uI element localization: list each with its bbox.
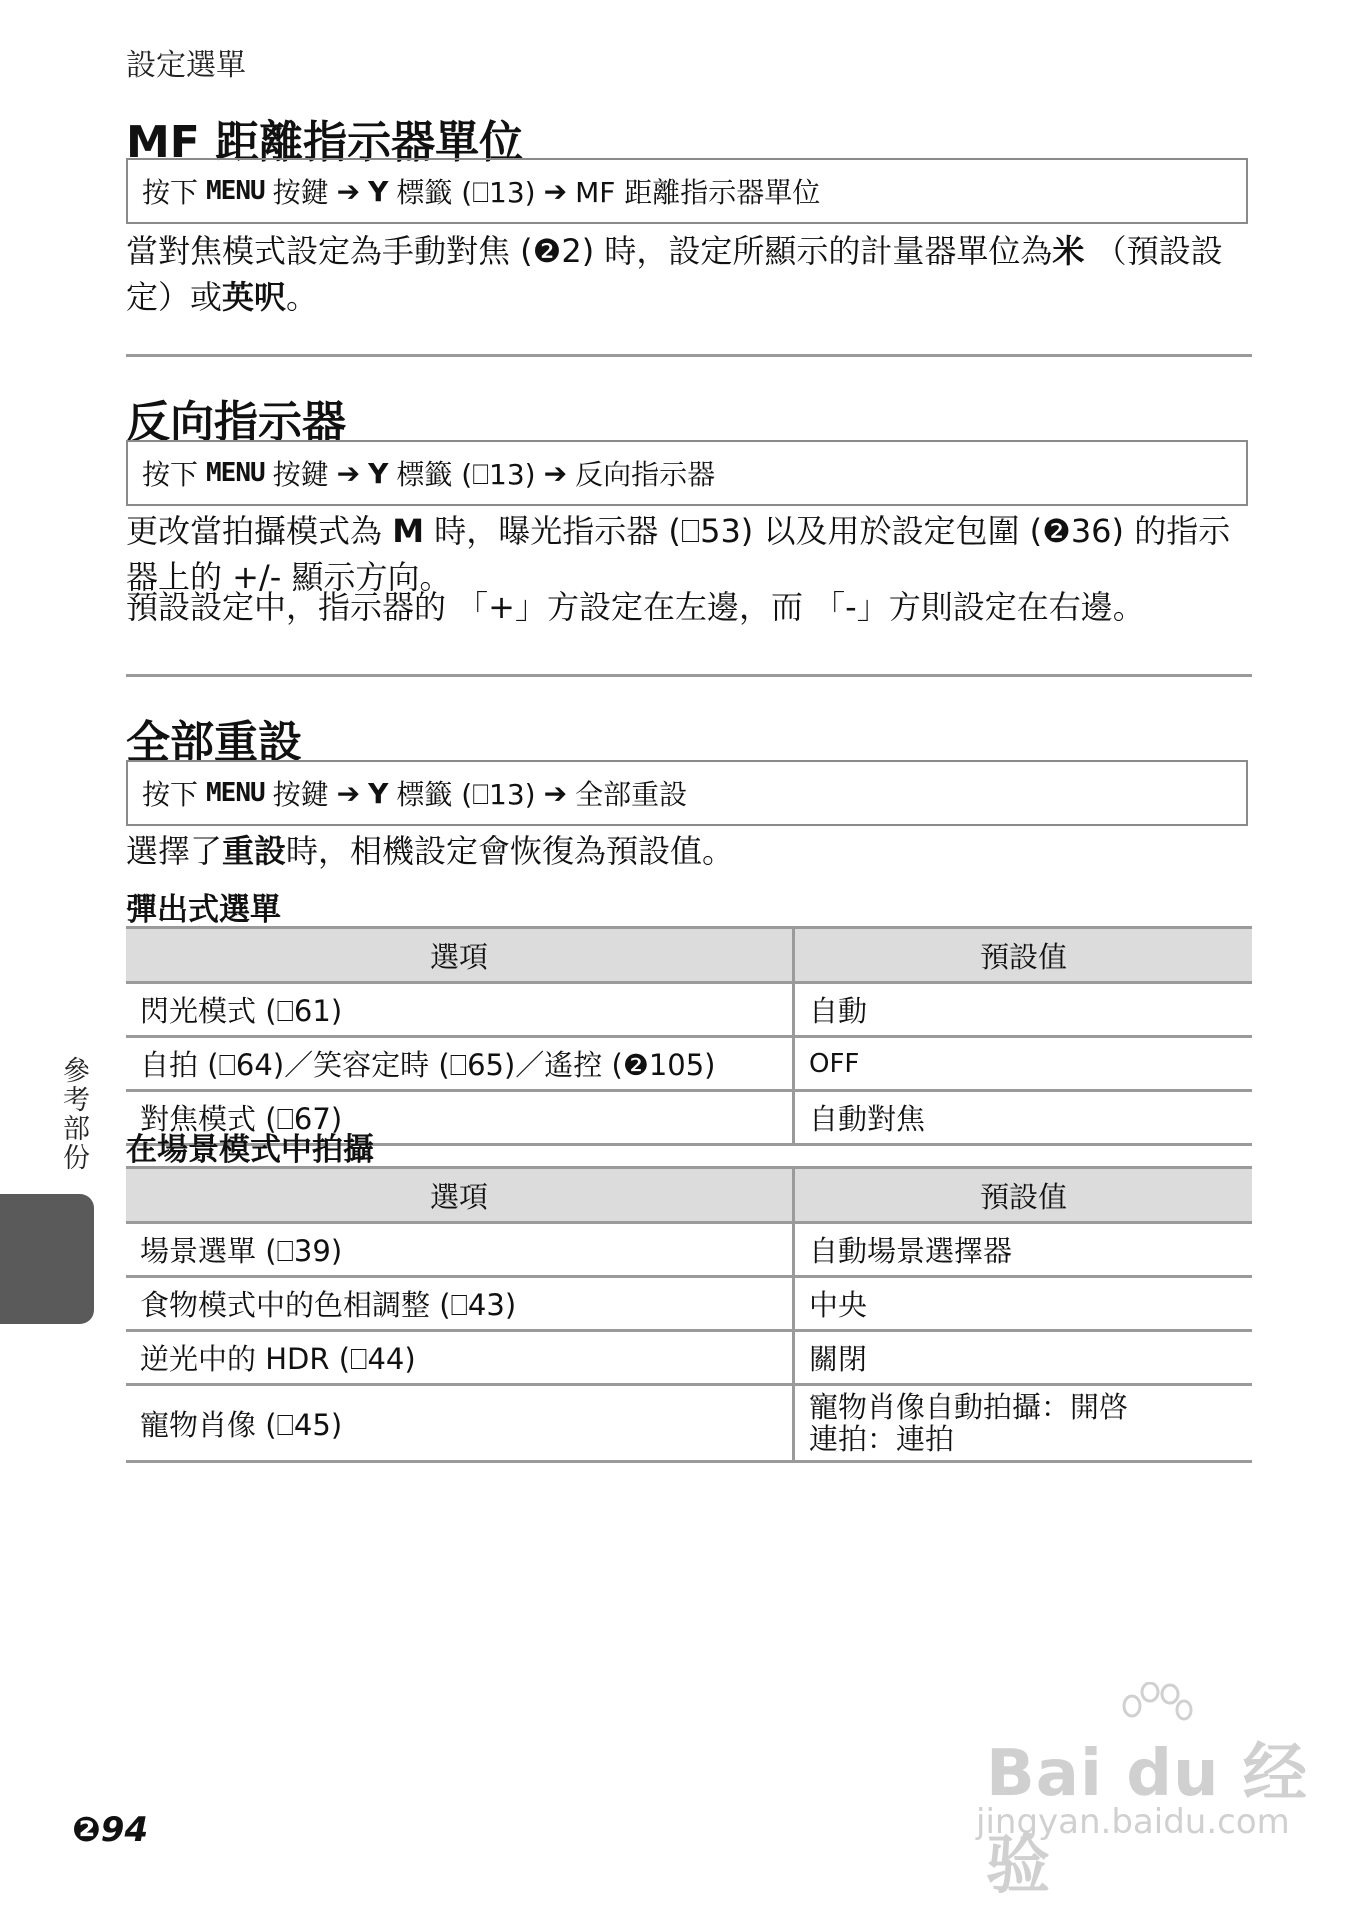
binoculars-reference-icon: ❷ (72, 1810, 101, 1850)
binoculars-reference-icon: ❷ (532, 232, 562, 270)
nav-prefix: 按下 (142, 778, 199, 811)
scene-mode-table (126, 1166, 1252, 1463)
paragraph-reverse-indicator: 更改當拍攝模式為 M 時，曝光指示器 (⎕53) 以及用於設定包圍 (❷36) 的指示器上的 +/- 顯示方向。 (126, 512, 1231, 596)
nav-ref-number: 13) (489, 176, 536, 209)
arrow-right-icon: ➔ (543, 776, 568, 810)
table-row (126, 983, 1252, 1037)
section-divider (126, 354, 1252, 357)
setup-wrench-icon: Y (368, 174, 389, 208)
paragraph-mf-distance: 當對焦模式設定為手動對焦 (❷2) 時，設定所顯示的計量器單位為米 （預設設定）或英呎。 (126, 232, 1223, 316)
book-reference-icon: ⎕ (472, 176, 490, 209)
nav-tab-text: 標籤 ( (396, 176, 473, 209)
binoculars-reference-icon: ❷ (1042, 512, 1071, 550)
menu-key-label: MENU (206, 176, 265, 206)
table-row (126, 1223, 1252, 1277)
nav-target: MF 距離指示器單位 (575, 176, 821, 209)
table-row (126, 1331, 1252, 1385)
default-cell: 中央 (794, 1277, 1253, 1331)
section-title-reset-all: 全部重設 (126, 717, 302, 768)
nav-key-word: 按鍵 (272, 778, 329, 811)
menu-key-label: MENU (206, 458, 265, 488)
default-line: 寵物肖像自動拍攝：開啓 (809, 1390, 1129, 1424)
default-line: 連拍：連拍 (809, 1422, 955, 1456)
arrow-right-icon: ➔ (543, 174, 568, 208)
section-title-mf-distance: MF 距離指示器單位 (126, 117, 524, 168)
nav-target: 反向指示器 (575, 458, 716, 491)
section-divider (126, 674, 1252, 677)
arrow-right-icon: ➔ (336, 776, 361, 810)
nav-ref-number: 13) (489, 458, 536, 491)
arrow-right-icon: ➔ (336, 456, 361, 490)
nav-path-reverse-indicator (126, 440, 1248, 506)
subheading-scene-mode: 在場景模式中拍攝 (126, 1132, 374, 1168)
nav-tab-text: 標籤 ( (396, 458, 473, 491)
side-section-label: 參考部份 (58, 1056, 89, 1172)
table-header-row (126, 1168, 1252, 1223)
default-cell: 自動場景選擇器 (794, 1223, 1253, 1277)
table-row (126, 1277, 1252, 1331)
menu-key-label: MENU (206, 778, 265, 808)
default-cell (794, 1385, 1253, 1462)
table-row (126, 1385, 1252, 1462)
side-thumb-tab (0, 1194, 94, 1324)
nav-tab-text: 標籤 ( (396, 778, 473, 811)
nav-path-mf-distance (126, 158, 1248, 224)
nav-key-word: 按鍵 (272, 176, 329, 209)
option-cell: 場景選單 (⎕39) (126, 1223, 794, 1277)
option-cell: 寵物肖像 (⎕45) (126, 1385, 794, 1462)
popup-menu-table (126, 926, 1252, 1146)
table-row (126, 1037, 1252, 1091)
book-reference-icon: ⎕ (472, 458, 490, 491)
default-cell: 自動 (794, 983, 1253, 1037)
nav-prefix: 按下 (142, 458, 199, 491)
nav-target: 全部重設 (575, 778, 688, 811)
nav-path-reset-all (126, 760, 1248, 826)
page-number: ❷94 (72, 1810, 149, 1850)
nav-key-word: 按鍵 (272, 458, 329, 491)
default-cell: 自動對焦 (794, 1091, 1253, 1145)
book-reference-icon: ⎕ (680, 512, 701, 550)
option-cell: 食物模式中的色相調整 (⎕43) (126, 1277, 794, 1331)
arrow-right-icon: ➔ (543, 456, 568, 490)
arrow-right-icon: ➔ (336, 174, 361, 208)
default-cell: OFF (794, 1037, 1253, 1091)
column-header-default: 預設值 (794, 1168, 1253, 1223)
option-cell: 自拍 (⎕64)／笑容定時 (⎕65)／遙控 (❷105) (126, 1037, 794, 1091)
paragraph-reset-all: 選擇了重設時，相機設定會恢復為預設值。 (126, 832, 735, 870)
setup-wrench-icon: Y (368, 456, 389, 490)
column-header-default: 預設值 (794, 928, 1253, 983)
paragraph-reverse-indicator-default: 預設設定中，指示器的 「+」方設定在左邊，而 「-」方則設定在右邊。 (126, 588, 1145, 626)
watermark-logo-text: Bai du 经验 (986, 1737, 1308, 1903)
option-cell: 閃光模式 (⎕61) (126, 983, 794, 1037)
option-cell: 對焦模式 (⎕67) (126, 1091, 794, 1145)
default-cell: 關閉 (794, 1331, 1253, 1385)
subheading-popup-menu: 彈出式選單 (126, 892, 281, 928)
nav-prefix: 按下 (142, 176, 199, 209)
column-header-option: 選項 (126, 1168, 794, 1223)
section-title-reverse-indicator: 反向指示器 (126, 397, 346, 448)
table-header-row (126, 928, 1252, 983)
setup-wrench-icon: Y (368, 776, 389, 810)
running-header: 設定選單 (126, 48, 246, 83)
baidu-watermark (968, 1682, 1308, 1903)
column-header-option: 選項 (126, 928, 794, 983)
nav-ref-number: 13) (489, 778, 536, 811)
watermark-url: jingyan.baidu.com (976, 1802, 1290, 1842)
option-cell: 逆光中的 HDR (⎕44) (126, 1331, 794, 1385)
book-reference-icon: ⎕ (472, 778, 490, 811)
